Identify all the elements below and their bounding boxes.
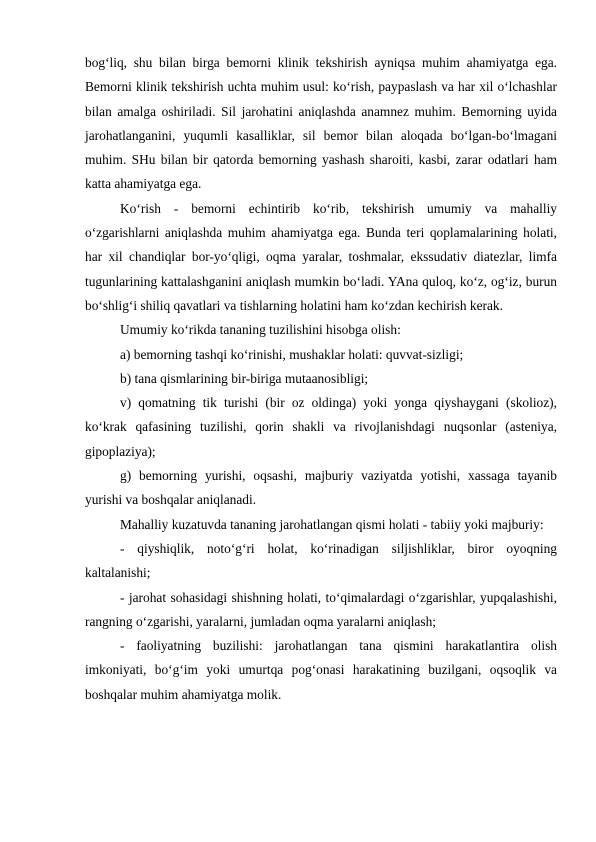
list-item-a: a) bemorning tashqi ko‘rinishi, mushaklar holati: quvvat-sizligi; <box>120 346 464 362</box>
list-item-v: v) qomatning tik turishi (bir oz oldinga) yoki yonga qiyshaygani (skolioz), ko‘krak qafasining tuzilishi, qorin shakli va rivojlanishdagi nuqsonlar (asteniya, gipoplaziya); <box>85 395 557 459</box>
paragraph-umumiy-korik: Umumiy ko‘rikda tananing tuzilishini hisobga olish: <box>120 322 401 338</box>
paragraph-korish: Ko‘rish - bemorni echintirib ko‘rib, tekshirish umumiy va mahalliy o‘zgarishlarni aniqlashda muhim ahamiyatga ega. Bunda teri qoplamalarining holati, har xil chandiqlar bor-yo‘qligi, oqma yaralar, toshmalar, ekssudativ diatezlar, limfa tugunlarining kattalashganini aniqlash mumkin bo‘ladi. YAna quloq, ko‘z, og‘iz, burun bo‘shlig‘i shiliq qavatlari va tishlarning holatini ham ko‘zdan kechirish kerak. <box>85 200 557 313</box>
paragraph-mahalliy-kuzatuv: Mahalliy kuzatuvda tananing jarohatlangan qismi holati - tabiiy yoki majburiy: <box>120 516 544 532</box>
document-page <box>85 51 557 707</box>
list-item-dash-2: - jarohat sohasidagi shishning holati, to‘qimalardagi o‘zgarishlar, yupqalashishi, rangning o‘zgarishi, yaralarni, jumladan oqma yaralarni aniqlash; <box>85 589 557 629</box>
list-item-b: b) tana qismlarining bir-biriga mutaanosibligi; <box>120 370 369 386</box>
list-item-dash-1: - qiyshiqlik, noto‘g‘ri holat, ko‘rinadigan siljishliklar, biror oyoqning kaltalanishi; <box>85 540 557 581</box>
paragraph-continuation: bog‘liq, shu bilan birga bemorni klinik tekshirish ayniqsa muhim ahamiyatga ega. Bemorni klinik tekshirish uchta muhim usul: ko‘rish, paypaslash va har xil o‘lchashlar bilan amalga oshiriladi. Sil jarohatini aniqlashda anamnez muhim. Bemorning uyida jarohatlanganini, yuqumli kasalliklar, sil bemor bilan aloqada bo‘lgan-bo‘lmagani muhim. SHu bilan bir qatorda bemorning yashash sharoiti, kasbi, zarar odatlari ham katta ahamiyatga ega. <box>85 55 557 192</box>
list-item-g: g) bemorning yurishi, oqsashi, majburiy vaziyatda yotishi, xassaga tayanib yurishi va boshqalar aniqlanadi. <box>85 468 557 508</box>
list-item-dash-3: - faoliyatning buzilishi: jarohatlangan tana qismini harakatlantira olish imkoniyati, bo‘g‘im yoki umurtqa pog‘onasi harakatining buzilgani, oqsoqlik va boshqalar muhim ahamiyatga molik. <box>85 638 557 702</box>
